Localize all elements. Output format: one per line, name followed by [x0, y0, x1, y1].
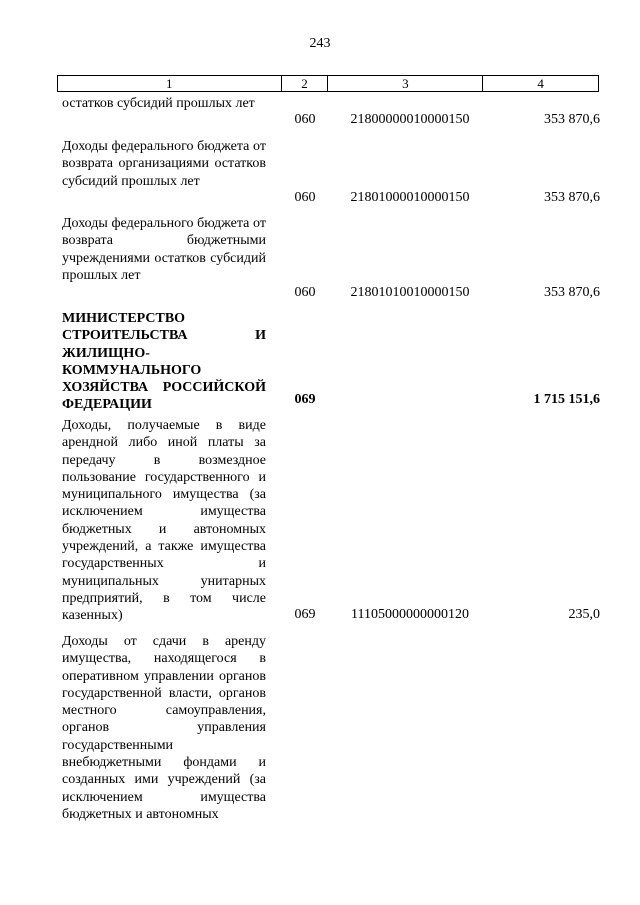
- row-kbk-code: 21801010010000150: [350, 285, 470, 300]
- row-description: Доходы, получаемые в виде арендной либо иной платы за передачу в возмездное пользование государственного и муниципального имущества (за исключением имущества бюджетных и автономных учреждений, а также имущества государственных и муниципальных унитарных предприятий, в том числе казенных): [62, 418, 266, 624]
- row-kbk-code: 11105000000000120: [351, 607, 469, 622]
- header-col-3: 3: [328, 76, 483, 92]
- row-description: остатков субсидий прошлых лет: [62, 96, 255, 111]
- row-kbk-code: 21801000010000150: [350, 190, 470, 205]
- row-description-ministry: МИНИСТЕРСТВО СТРОИТЕЛЬСТВА И ЖИЛИЩНО-КОММУНАЛЬНОГО ХОЗЯЙСТВА РОССИЙСКОЙ ФЕДЕРАЦИИ: [62, 311, 266, 413]
- row-admin-code: 060: [294, 190, 316, 205]
- row-admin-code: 060: [294, 285, 316, 300]
- row-amount: 235,0: [568, 607, 600, 622]
- row-description: Доходы федерального бюджета от возврата организациями остатков субсидий прошлых лет: [62, 139, 266, 189]
- row-kbk-code: 21800000010000150: [350, 112, 470, 127]
- header-col-2: 2: [281, 76, 328, 92]
- row-amount: 353 870,6: [544, 285, 600, 300]
- row-amount: 353 870,6: [544, 190, 600, 205]
- row-description: Доходы федерального бюджета от возврата бюджетными учреждениями остатков субсидий прошлых лет: [62, 216, 266, 283]
- row-admin-code: 060: [294, 112, 316, 127]
- header-col-4: 4: [483, 76, 599, 92]
- table-header: [57, 75, 599, 92]
- row-amount: 1 715 151,6: [533, 392, 600, 407]
- row-admin-code: 069: [294, 607, 316, 622]
- row-admin-code: 069: [294, 392, 316, 407]
- row-amount: 353 870,6: [544, 112, 600, 127]
- row-description: Доходы от сдачи в аренду имущества, находящегося в оперативном управлении органов государственной власти, органов местного самоуправления, органов управления государственными внебюджетными фондами и созданных ими учреждений (за исключением имущества бюджетных и автономных: [62, 634, 266, 822]
- page-number: 243: [309, 36, 331, 51]
- header-col-1: 1: [58, 76, 282, 92]
